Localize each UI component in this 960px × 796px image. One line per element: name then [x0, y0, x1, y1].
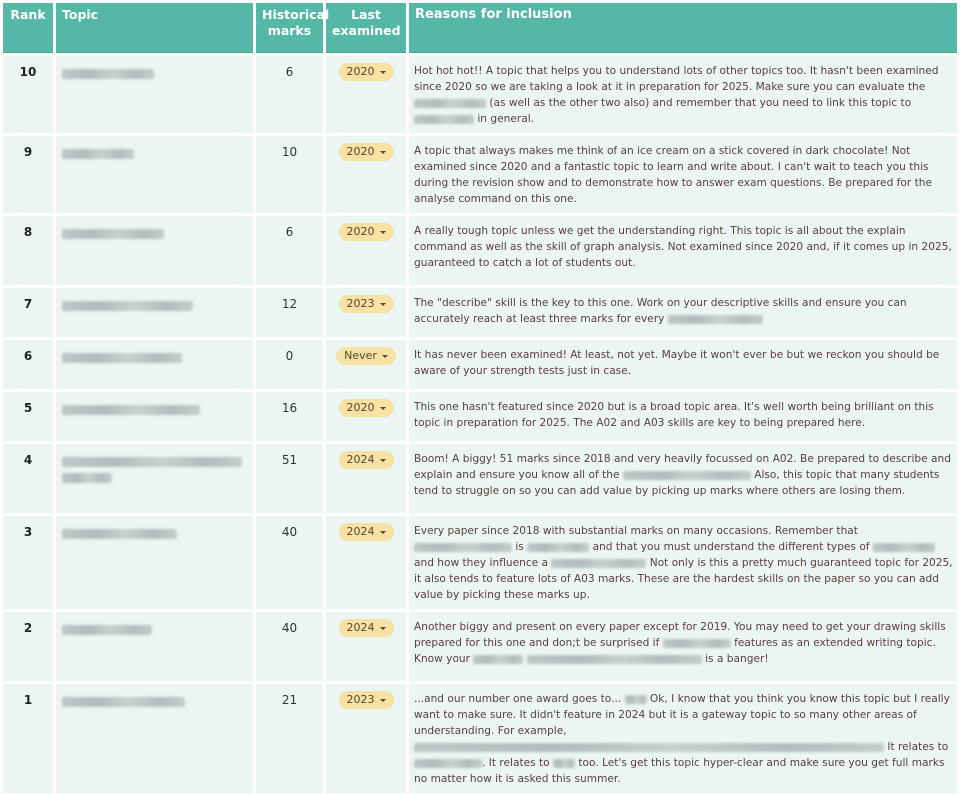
redacted-text	[414, 543, 512, 552]
reason-cell	[409, 56, 957, 133]
last-examined-cell	[326, 392, 406, 441]
reason-text: Another biggy and present on every paper except for 2019. You may need to get your drawing skills prepared for this one and don;t be surprised if	[414, 621, 946, 649]
redacted-topic-text	[62, 473, 112, 483]
topic-cell	[56, 612, 253, 681]
rank-cell: 8	[3, 216, 53, 285]
historical-marks-cell: 40	[256, 612, 323, 681]
chevron-down-icon	[380, 303, 386, 306]
rank-cell: 9	[3, 136, 53, 213]
chevron-down-icon	[380, 531, 386, 534]
reason-text: This one hasn't featured since 2020 but is a broad topic area. It's well worth being brilliant on this topic in preparation for 2025. The A02 and A03 skills are key to being prepared here.	[414, 401, 934, 429]
chevron-down-icon	[380, 71, 386, 74]
redacted-text	[527, 543, 589, 552]
reason-cell	[409, 216, 957, 285]
header-topic: Topic	[56, 3, 253, 53]
topic-cell	[56, 392, 253, 441]
redacted-text	[551, 559, 646, 568]
last-examined-cell	[326, 56, 406, 133]
last-examined-dropdown[interactable]	[339, 523, 394, 541]
chevron-down-icon	[380, 151, 386, 154]
historical-marks-cell: 21	[256, 684, 323, 793]
redacted-text	[414, 759, 482, 768]
topic-cell	[56, 216, 253, 285]
redacted-text	[414, 743, 884, 752]
historical-marks-cell: 10	[256, 136, 323, 213]
reason-text: . It relates to	[482, 757, 554, 769]
redacted-topic-text	[62, 229, 164, 239]
redacted-topic-text	[62, 697, 185, 707]
last-examined-cell	[326, 340, 406, 389]
last-examined-dropdown[interactable]	[339, 295, 394, 313]
reason-text: Boom! A biggy! 51 marks since 2018 and very heavily focussed on A02. Be prepared to describe and explain and ensure you know all of the	[414, 453, 951, 481]
reason-text: Hot hot hot!! A topic that helps you to understand lots of other topics too. It hasn't been examined since 2020 so we are taking a look at it in preparation for 2025. Make sure you can evaluate the	[414, 65, 939, 93]
last-examined-dropdown[interactable]	[339, 143, 394, 161]
table-row	[3, 216, 957, 285]
historical-marks-cell: 0	[256, 340, 323, 389]
header-row	[3, 3, 957, 53]
topic-cell	[56, 684, 253, 793]
reason-text: The "describe" skill is the key to this one. Work on your descriptive skills and ensure you can accurately reach at least three marks for every	[414, 297, 907, 325]
reason-cell	[409, 444, 957, 513]
last-examined-value: 2020	[346, 401, 375, 414]
redacted-topic-text	[62, 405, 200, 415]
reason-text: too. Let's get this topic hyper-clear and make sure you get full marks no matter how it is asked this summer.	[414, 757, 945, 785]
header-rank: Rank	[3, 3, 53, 53]
last-examined-dropdown[interactable]	[339, 619, 394, 637]
table-row	[3, 516, 957, 609]
redacted-text	[668, 315, 763, 324]
historical-marks-cell: 6	[256, 216, 323, 285]
rank-cell: 3	[3, 516, 53, 609]
historical-marks-cell: 40	[256, 516, 323, 609]
rank-cell: 5	[3, 392, 53, 441]
redacted-text	[473, 655, 523, 664]
reason-text: Ok, I know that you think you know this topic but I really want to make sure. It didn't feature in 2024 but it is a gateway topic to so many other areas of understanding. For example,	[414, 693, 950, 737]
last-examined-value: 2020	[346, 225, 375, 238]
historical-marks-cell: 16	[256, 392, 323, 441]
last-examined-dropdown[interactable]	[339, 63, 394, 81]
last-examined-value: 2020	[346, 65, 375, 78]
rank-cell: 7	[3, 288, 53, 337]
rank-cell: 2	[3, 612, 53, 681]
last-examined-dropdown[interactable]	[336, 347, 396, 365]
redacted-topic-text	[62, 457, 242, 467]
redacted-topic-text	[62, 625, 152, 635]
redacted-topic-text	[62, 353, 182, 363]
redacted-topic-text	[62, 69, 154, 79]
historical-marks-cell: 6	[256, 56, 323, 133]
last-examined-value: 2023	[346, 297, 375, 310]
topic-cell	[56, 136, 253, 213]
reason-text: (as well as the other two also) and remember that you need to link this topic to	[486, 97, 912, 109]
redacted-topic-text	[62, 529, 177, 539]
reason-text: A really tough topic unless we get the understanding right. This topic is all about the explain command as well as the skill of graph analysis. Not examined since 2020 and, if it comes up in 2025, guaranteed to catch a lot of students out.	[414, 225, 952, 269]
last-examined-value: Never	[344, 349, 377, 362]
chevron-down-icon	[380, 407, 386, 410]
header-historical-marks: Historical marks	[256, 3, 323, 53]
reason-text: in general.	[474, 113, 535, 125]
last-examined-cell	[326, 516, 406, 609]
last-examined-cell	[326, 612, 406, 681]
redacted-text	[663, 639, 731, 648]
reason-text: features as an extended writing topic. Know your	[414, 637, 936, 665]
chevron-down-icon	[380, 459, 386, 462]
last-examined-value: 2024	[346, 621, 375, 634]
table-body	[3, 56, 957, 793]
chevron-down-icon	[380, 627, 386, 630]
table-row	[3, 684, 957, 793]
header-last-examined: Last examined	[326, 3, 406, 53]
last-examined-value: 2024	[346, 525, 375, 538]
rank-cell: 10	[3, 56, 53, 133]
historical-marks-cell: 51	[256, 444, 323, 513]
redacted-text	[553, 759, 575, 768]
rank-cell: 6	[3, 340, 53, 389]
reason-text: It relates to	[884, 741, 949, 753]
table-row	[3, 392, 957, 441]
last-examined-cell	[326, 216, 406, 285]
reason-text: A topic that always makes me think of an ice cream on a stick covered in dark chocolate! Not examined since 2020 and a fantastic topic to learn and write about. I can't wait to teach you this during the revision show and to demonstrate how to answer exam questions. Be prepared for the analyse command on this one.	[414, 145, 932, 205]
reason-text: is	[512, 541, 528, 553]
reason-cell	[409, 612, 957, 681]
last-examined-dropdown[interactable]	[339, 451, 394, 469]
last-examined-cell	[326, 136, 406, 213]
topic-cell	[56, 340, 253, 389]
rank-cell: 1	[3, 684, 53, 793]
reason-cell	[409, 340, 957, 389]
redacted-text	[873, 543, 935, 552]
last-examined-dropdown[interactable]	[339, 691, 394, 709]
reason-text: and how they influence a	[414, 557, 552, 569]
last-examined-cell	[326, 444, 406, 513]
topic-cell	[56, 56, 253, 133]
last-examined-dropdown[interactable]	[339, 399, 394, 417]
redacted-text	[623, 471, 751, 480]
header-reasons: Reasons for inclusion	[409, 3, 957, 53]
reason-text: Also, this topic that many students tend to struggle on so you can add value by picking up marks where others are losing them.	[414, 469, 940, 497]
topic-cell	[56, 444, 253, 513]
table-row	[3, 444, 957, 513]
rank-cell: 4	[3, 444, 53, 513]
redacted-text	[625, 695, 647, 704]
chevron-down-icon	[380, 231, 386, 234]
last-examined-dropdown[interactable]	[339, 223, 394, 241]
redacted-topic-text	[62, 149, 134, 159]
reason-text: and that you must understand the different types of	[589, 541, 873, 553]
redacted-text	[414, 99, 486, 108]
reason-cell	[409, 516, 957, 609]
chevron-down-icon	[380, 699, 386, 702]
redacted-topic-text	[62, 301, 193, 311]
reason-text: ...and our number one award goes to...	[414, 693, 625, 705]
last-examined-value: 2020	[346, 145, 375, 158]
reason-cell	[409, 136, 957, 213]
last-examined-value: 2024	[346, 453, 375, 466]
topic-cell	[56, 288, 253, 337]
reason-cell	[409, 684, 957, 793]
chevron-down-icon	[382, 355, 388, 358]
historical-marks-cell: 12	[256, 288, 323, 337]
last-examined-cell	[326, 288, 406, 337]
last-examined-value: 2023	[346, 693, 375, 706]
table-row	[3, 340, 957, 389]
reason-text: It has never been examined! At least, not yet. Maybe it won't ever be but we reckon you should be aware of your strength tests just in case.	[414, 349, 940, 377]
table-row	[3, 288, 957, 337]
reason-text: Every paper since 2018 with substantial marks on many occasions. Remember that	[414, 525, 858, 537]
redacted-text	[527, 655, 702, 664]
topic-cell	[56, 516, 253, 609]
reason-cell	[409, 288, 957, 337]
table-row	[3, 56, 957, 133]
reason-text: is a banger!	[701, 653, 769, 665]
table-row	[3, 612, 957, 681]
table-row	[3, 136, 957, 213]
reason-cell	[409, 392, 957, 441]
redacted-text	[414, 115, 474, 124]
last-examined-cell	[326, 684, 406, 793]
reason-text: Not only is this a pretty much guaranteed topic for 2025, it also tends to feature lots of A03 marks. These are the hardest skills on the paper so you can add value by picking these marks up.	[414, 557, 953, 601]
